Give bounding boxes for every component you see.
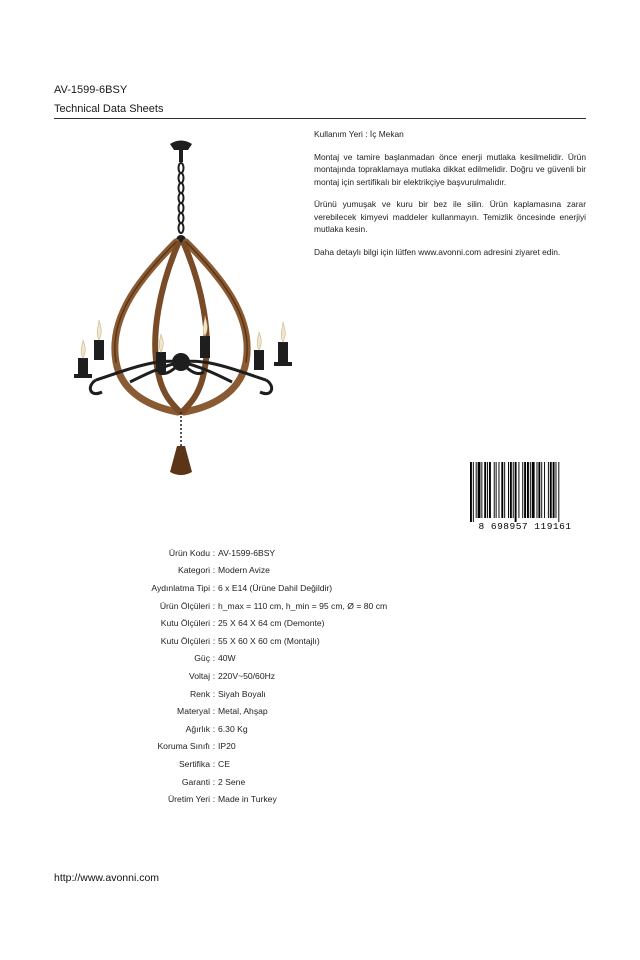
wooden-ribs: [115, 242, 247, 412]
barcode-bar: [513, 462, 514, 518]
barcode-bar: [544, 462, 545, 518]
spec-row: [0, 562, 640, 580]
spec-label: Üretim Yeri: [167, 794, 210, 805]
barcode-bar: [470, 462, 472, 522]
chandelier-image: [72, 136, 298, 480]
barcode-bar: [556, 462, 557, 518]
barcode-bar: [473, 462, 474, 522]
usage-information: [314, 128, 586, 268]
spec-label: Kutu Ölçüleri: [160, 635, 210, 646]
spec-separator: :: [212, 635, 216, 646]
spec-value: 220V~50/60Hz: [218, 670, 276, 681]
barcode-bar: [481, 462, 482, 518]
barcode-bar: [532, 462, 535, 518]
spec-value: AV-1599-6BSY: [218, 547, 276, 558]
barcode-bar: [548, 462, 549, 518]
spec-row: [0, 720, 640, 738]
canopy-stem: [179, 150, 183, 162]
spec-label: Renk: [189, 688, 210, 699]
barcode-bar: [518, 462, 519, 518]
safety-paragraph: Montaj ve tamire başlanmadan önce enerji mutlaka kesilmelidir. Ürün montajında topraklamaya mutlaka dikkat edilmelidir. Doğru ve güvenli bir montaj için sertifikalı bir elektrikçiye başvurulmalıdır.: [314, 151, 586, 187]
spec-label: Güç: [194, 653, 210, 664]
spec-separator: :: [212, 600, 216, 611]
spec-row: [0, 667, 640, 685]
barcode-bar: [496, 462, 497, 518]
spec-label: Kategori: [177, 565, 210, 576]
spec-label: Garanti: [181, 776, 210, 787]
barcode-bar: [489, 462, 491, 518]
spec-row: [0, 597, 640, 615]
canopy: [170, 141, 192, 151]
spec-label: Voltaj: [188, 670, 210, 681]
spec-value: IP20: [218, 741, 236, 752]
spec-separator: :: [212, 653, 216, 664]
spec-label: Ürün Ölçüleri: [159, 600, 210, 611]
spec-row: [0, 650, 640, 668]
spec-label: Koruma Sınıfı: [157, 741, 210, 752]
spec-separator: :: [212, 758, 216, 769]
spec-separator: :: [212, 670, 216, 681]
barcode-bar: [515, 462, 517, 522]
spec-label: Kutu Ölçüleri: [160, 618, 210, 629]
spec-separator: :: [212, 741, 216, 752]
spec-separator: :: [212, 688, 216, 699]
barcode-bar: [550, 462, 552, 518]
chain: [179, 163, 184, 233]
barcode-bar: [538, 462, 540, 518]
spec-value: Modern Avize: [218, 565, 270, 576]
wooden-finial: [170, 446, 192, 475]
product-code-heading: AV-1599-6BSY: [54, 84, 128, 96]
spec-row: [0, 614, 640, 632]
spec-row: [0, 544, 640, 562]
spec-row: [0, 579, 640, 597]
barcode-bar: [522, 462, 523, 518]
spec-value: 40W: [218, 653, 236, 664]
barcode-bar: [499, 462, 500, 518]
spec-value: Made in Turkey: [218, 794, 277, 805]
spec-separator: :: [212, 776, 216, 787]
barcode-bar: [527, 462, 529, 518]
barcode-bar: [541, 462, 542, 518]
document-subtitle: Technical Data Sheets: [54, 103, 164, 115]
spec-value: 55 X 60 X 60 cm (Montajlı): [218, 635, 320, 646]
barcode-bar: [508, 462, 509, 518]
barcode-bar: [537, 462, 538, 518]
spec-label: Ürün Kodu: [168, 547, 210, 558]
spec-label: Materyal: [177, 706, 210, 717]
barcode-bars: [470, 462, 559, 522]
spec-separator: :: [212, 794, 216, 805]
spec-row: [0, 685, 640, 703]
footer-url: http://www.avonni.com: [54, 872, 160, 884]
barcode-bar: [487, 462, 488, 518]
spec-separator: :: [212, 582, 216, 593]
barcode: [464, 462, 586, 532]
barcode-bar: [501, 462, 503, 518]
spec-value: Metal, Ahşap: [218, 706, 268, 717]
spec-value: Siyah Boyalı: [218, 688, 266, 699]
spec-label: Ağırlık: [185, 723, 210, 734]
spec-value: 6.30 Kg: [218, 723, 248, 734]
usage-location: Kullanım Yeri : İç Mekan: [314, 129, 404, 139]
barcode-digits: 8 698957 119161: [478, 521, 572, 532]
spec-row: [0, 632, 640, 650]
barcode-bar: [530, 462, 531, 518]
barcode-bar: [484, 462, 486, 518]
header-divider: [54, 118, 586, 119]
barcode-bar: [478, 462, 481, 518]
spec-table: [0, 544, 640, 808]
spec-value: CE: [218, 758, 230, 769]
spec-separator: :: [212, 547, 216, 558]
cleaning-paragraph: Ürünü yumuşak ve kuru bir bez ile silin. Ürün kaplamasına zarar verebilecek kimyevi maddeler kullanmayın. Temizlik öncesinde enerjiyi mutlaka kesin.: [314, 199, 586, 234]
spec-row: [0, 755, 640, 773]
spec-value: 25 X 64 X 64 cm (Demonte): [218, 618, 325, 629]
spec-label: Sertifika: [178, 758, 210, 769]
spec-separator: :: [212, 723, 216, 734]
spec-separator: :: [212, 618, 216, 629]
spec-row: [0, 702, 640, 720]
barcode-bar: [524, 462, 526, 518]
barcode-bar: [476, 462, 477, 518]
center-hub: [172, 353, 190, 371]
barcode-bar: [504, 462, 505, 518]
spec-separator: :: [212, 565, 216, 576]
spec-row: [0, 790, 640, 808]
spec-value: h_max = 110 cm, h_min = 95 cm, Ø = 80 cm: [218, 600, 388, 611]
spec-label: Aydınlatma Tipi: [151, 582, 210, 593]
spec-value: 6 x E14 (Ürüne Dahil Değildir): [218, 582, 333, 593]
barcode-bar: [494, 462, 495, 518]
barcode-bar: [553, 462, 555, 518]
spec-row: [0, 738, 640, 756]
spec-value: 2 Sene: [218, 776, 246, 787]
spec-separator: :: [212, 706, 216, 717]
barcode-bar: [558, 462, 559, 522]
spec-row: [0, 773, 640, 791]
more-info-paragraph: Daha detaylı bilgi için lütfen www.avonni.com adresini ziyaret edin.: [314, 246, 561, 257]
barcode-bar: [510, 462, 512, 518]
